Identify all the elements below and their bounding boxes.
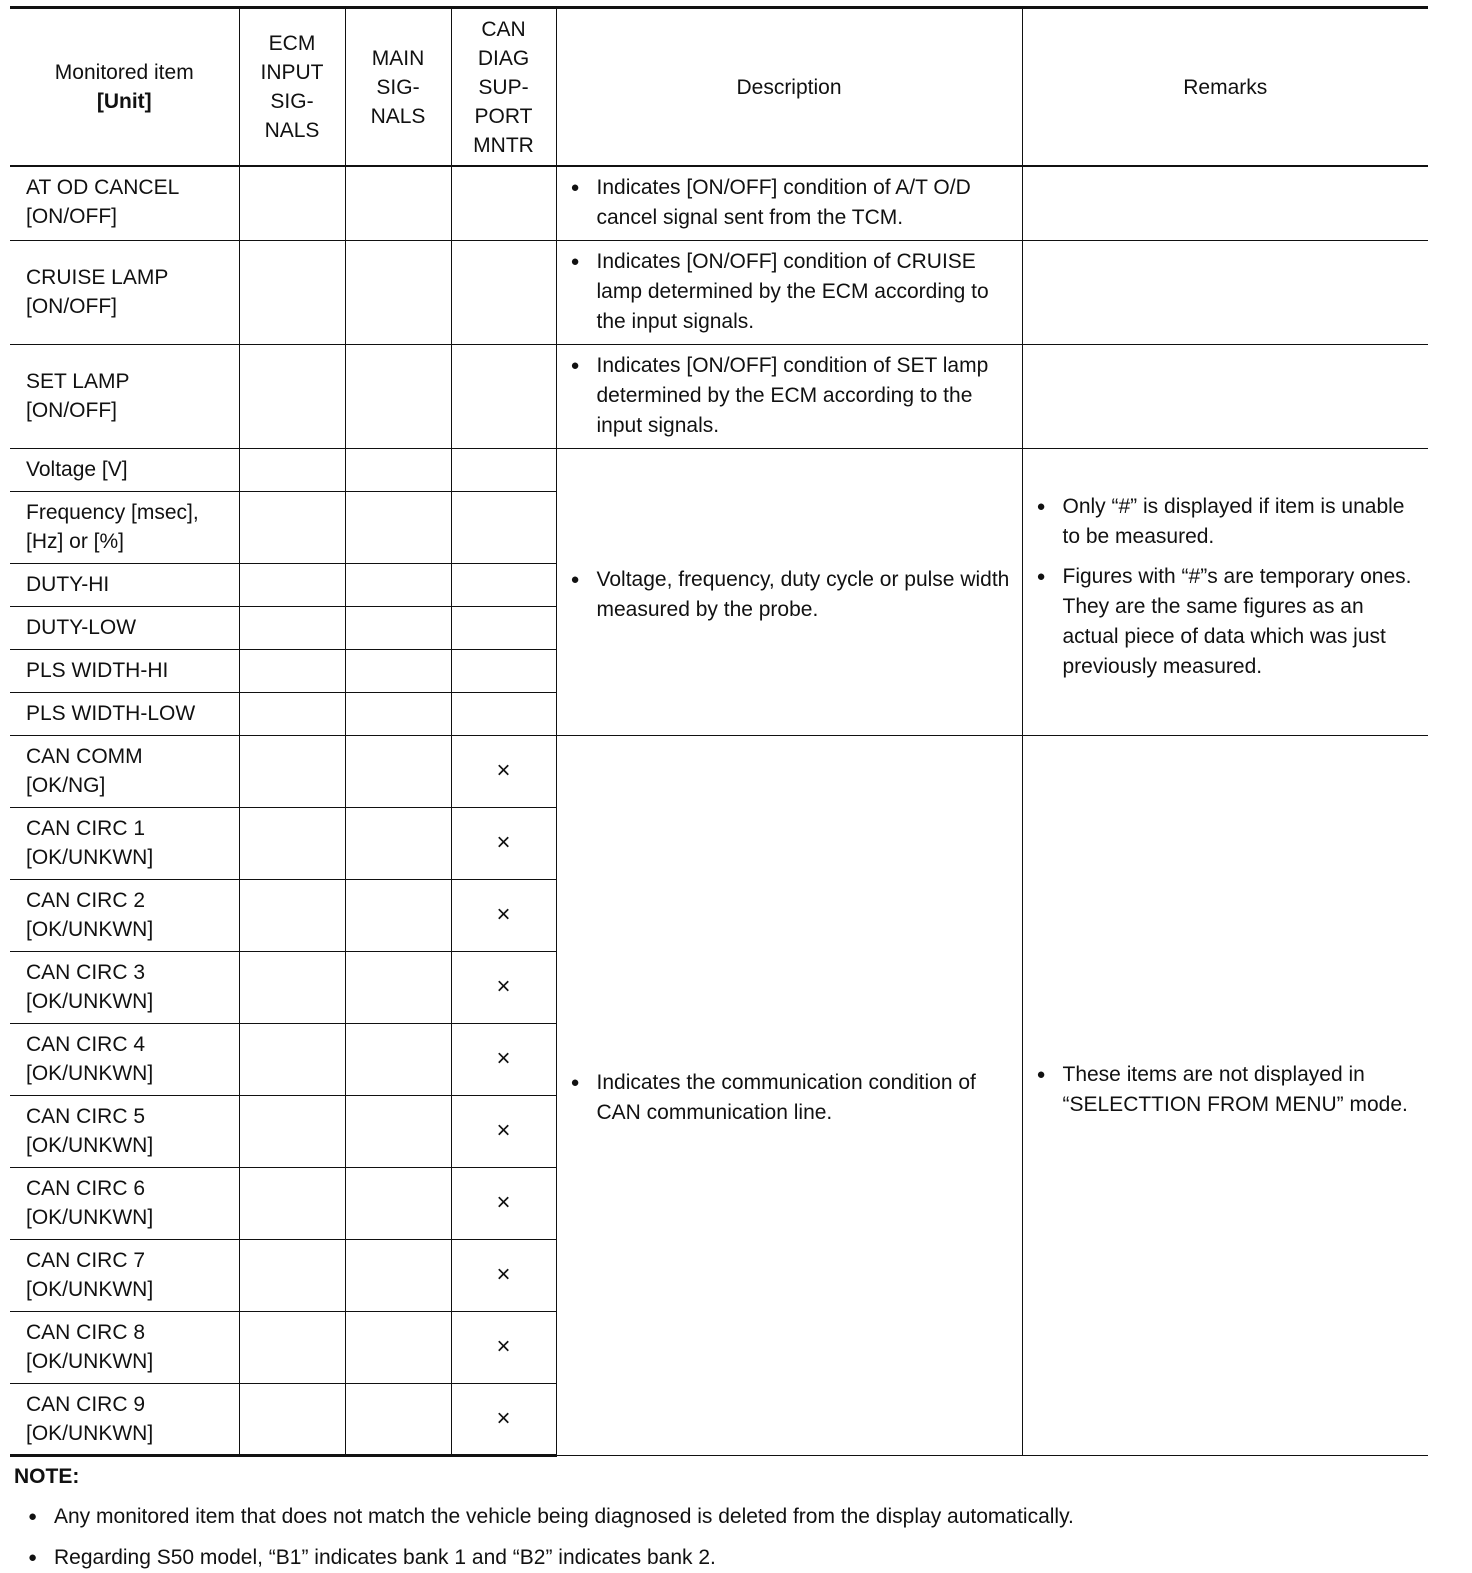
- main-signals-cell: [345, 879, 451, 951]
- bullet-icon: ●: [1036, 1066, 1046, 1083]
- probe-remarks-cell: ● Only “#” is displayed if item is unable to be measured. ● Figures with “#”s are temporary ones. They are the same figures as an actual piece of data which was just previously measured.: [1022, 448, 1428, 735]
- bullet-icon: ●: [570, 1074, 580, 1091]
- remarks-cell: [1022, 166, 1428, 240]
- table-row: [10, 240, 1428, 344]
- can-diag-cell: [451, 166, 556, 240]
- main-signals-cell: [345, 606, 451, 649]
- bullet-icon: ●: [570, 356, 580, 374]
- ecm-input-cell: [239, 807, 345, 879]
- can-diag-cell: [451, 563, 556, 606]
- can-diag-mark: ×: [451, 879, 556, 951]
- description-cell: ● Indicates [ON/OFF] condition of SET lamp determined by the ECM according to the input signals.: [556, 344, 1022, 448]
- description-cell: ● Indicates [ON/OFF] condition of A/T O/D cancel signal sent from the TCM.: [556, 166, 1022, 240]
- main-signals-cell: [345, 1239, 451, 1311]
- can-diag-mark: ×: [451, 1383, 556, 1455]
- table-row: [10, 448, 1428, 491]
- bullet-icon: ●: [1036, 567, 1046, 585]
- item-at-od-cancel: AT OD CANCEL [ON/OFF]: [10, 166, 239, 240]
- remarks-cell: [1022, 240, 1428, 344]
- bullet-icon: ●: [570, 179, 580, 196]
- ecm-input-cell: [239, 879, 345, 951]
- ecm-input-cell: [239, 166, 345, 240]
- can-diag-mark: ×: [451, 735, 556, 807]
- item-duty-low: DUTY-LOW: [10, 606, 239, 649]
- main-signals-cell: [345, 735, 451, 807]
- item-can-circ-4: CAN CIRC 4 [OK/UNKWN]: [10, 1023, 239, 1095]
- note-item: ● Regarding S50 model, “B1” indicates bank 1 and “B2” indicates bank 2.: [28, 1543, 1074, 1573]
- table-row: [10, 344, 1428, 448]
- ecm-input-cell: [239, 240, 345, 344]
- item-frequency: Frequency [msec], [Hz] or [%]: [10, 491, 239, 563]
- can-diag-cell: [451, 448, 556, 491]
- main-signals-cell: [345, 807, 451, 879]
- header-main-signals: MAIN SIG- NALS: [345, 8, 451, 167]
- bullet-icon: ●: [28, 1549, 38, 1566]
- ecm-input-cell: [239, 735, 345, 807]
- description-cell: ● Indicates [ON/OFF] condition of CRUISE lamp determined by the ECM according to the input signals.: [556, 240, 1022, 344]
- header-monitored-item: Monitored item [Unit]: [10, 8, 239, 167]
- ecm-input-cell: [239, 448, 345, 491]
- monitored-items-table: [10, 6, 1428, 1457]
- main-signals-cell: [345, 951, 451, 1023]
- note-section: [14, 1462, 1074, 1573]
- header-ecm-input-signals: ECM INPUT SIG- NALS: [239, 8, 345, 167]
- main-signals-cell: [345, 563, 451, 606]
- main-signals-cell: [345, 448, 451, 491]
- main-signals-cell: [345, 1023, 451, 1095]
- ecm-input-cell: [239, 1311, 345, 1383]
- note-title: NOTE:: [14, 1465, 80, 1488]
- header-row: [10, 8, 1428, 167]
- ecm-input-cell: [239, 606, 345, 649]
- ecm-input-cell: [239, 1167, 345, 1239]
- can-diag-mark: ×: [451, 1023, 556, 1095]
- ecm-input-cell: [239, 1239, 345, 1311]
- item-can-circ-1: CAN CIRC 1 [OK/UNKWN]: [10, 807, 239, 879]
- item-cruise-lamp: CRUISE LAMP [ON/OFF]: [10, 240, 239, 344]
- ecm-input-cell: [239, 1023, 345, 1095]
- can-remarks-cell: ● These items are not displayed in “SELECTTION FROM MENU” mode.: [1022, 735, 1428, 1455]
- can-diag-mark: ×: [451, 1311, 556, 1383]
- ecm-input-cell: [239, 1095, 345, 1167]
- item-pls-width-hi: PLS WIDTH-HI: [10, 649, 239, 692]
- probe-description-cell: ● Voltage, frequency, duty cycle or pulse width measured by the probe.: [556, 448, 1022, 735]
- can-diag-cell: [451, 491, 556, 563]
- item-voltage: Voltage [V]: [10, 448, 239, 491]
- item-can-circ-5: CAN CIRC 5 [OK/UNKWN]: [10, 1095, 239, 1167]
- can-description-cell: ● Indicates the communication condition of CAN communication line.: [556, 735, 1022, 1455]
- can-diag-cell: [451, 649, 556, 692]
- item-duty-hi: DUTY-HI: [10, 563, 239, 606]
- note-item: ● Any monitored item that does not match the vehicle being diagnosed is deleted from the display automatically.: [28, 1502, 1074, 1532]
- table-row: [10, 735, 1428, 807]
- header-remarks: Remarks: [1022, 8, 1428, 167]
- item-can-circ-2: CAN CIRC 2 [OK/UNKWN]: [10, 879, 239, 951]
- main-signals-cell: [345, 1167, 451, 1239]
- item-can-comm: CAN COMM [OK/NG]: [10, 735, 239, 807]
- header-can-diag-support-mntr: CAN DIAG SUP- PORT MNTR: [451, 8, 556, 167]
- item-can-circ-6: CAN CIRC 6 [OK/UNKWN]: [10, 1167, 239, 1239]
- can-diag-mark: ×: [451, 1095, 556, 1167]
- main-signals-cell: [345, 344, 451, 448]
- ecm-input-cell: [239, 563, 345, 606]
- item-can-circ-3: CAN CIRC 3 [OK/UNKWN]: [10, 951, 239, 1023]
- can-diag-mark: ×: [451, 807, 556, 879]
- ecm-input-cell: [239, 692, 345, 735]
- item-set-lamp: SET LAMP [ON/OFF]: [10, 344, 239, 448]
- item-can-circ-8: CAN CIRC 8 [OK/UNKWN]: [10, 1311, 239, 1383]
- main-signals-cell: [345, 240, 451, 344]
- can-diag-cell: [451, 692, 556, 735]
- bullet-icon: ●: [570, 252, 580, 270]
- main-signals-cell: [345, 166, 451, 240]
- can-diag-cell: [451, 240, 556, 344]
- item-can-circ-9: CAN CIRC 9 [OK/UNKWN]: [10, 1383, 239, 1455]
- item-pls-width-low: PLS WIDTH-LOW: [10, 692, 239, 735]
- monitor-table-wrapper: [10, 6, 1428, 1457]
- ecm-input-cell: [239, 491, 345, 563]
- bullet-icon: ●: [1036, 497, 1046, 515]
- main-signals-cell: [345, 491, 451, 563]
- can-diag-cell: [451, 344, 556, 448]
- can-diag-cell: [451, 606, 556, 649]
- ecm-input-cell: [239, 649, 345, 692]
- can-diag-mark: ×: [451, 1239, 556, 1311]
- item-can-circ-7: CAN CIRC 7 [OK/UNKWN]: [10, 1239, 239, 1311]
- table-row: [10, 166, 1428, 240]
- main-signals-cell: [345, 692, 451, 735]
- ecm-input-cell: [239, 344, 345, 448]
- can-diag-mark: ×: [451, 1167, 556, 1239]
- header-description: Description: [556, 8, 1022, 167]
- remarks-cell: [1022, 344, 1428, 448]
- can-diag-mark: ×: [451, 951, 556, 1023]
- ecm-input-cell: [239, 951, 345, 1023]
- ecm-input-cell: [239, 1383, 345, 1455]
- main-signals-cell: [345, 1383, 451, 1455]
- main-signals-cell: [345, 649, 451, 692]
- bullet-icon: ●: [570, 570, 580, 588]
- main-signals-cell: [345, 1095, 451, 1167]
- main-signals-cell: [345, 1311, 451, 1383]
- bullet-icon: ●: [28, 1508, 38, 1525]
